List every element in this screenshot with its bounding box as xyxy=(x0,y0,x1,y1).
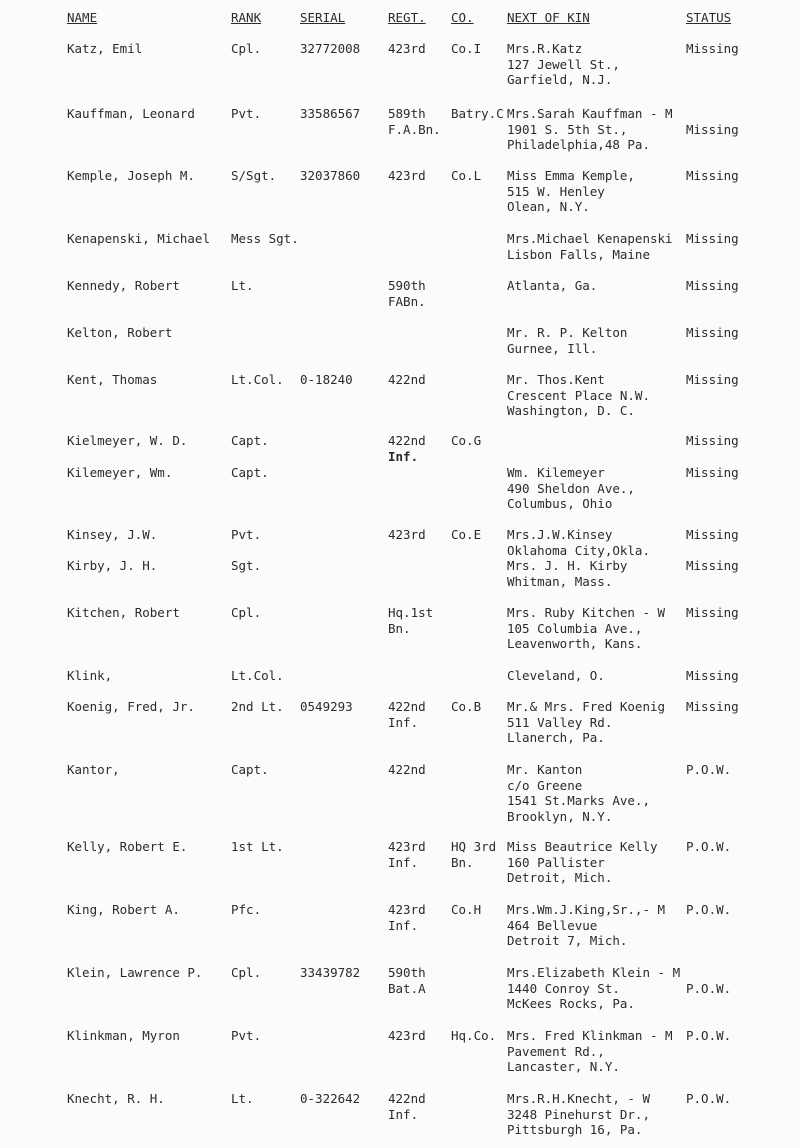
soldier-name: Kantor, xyxy=(67,762,120,777)
soldier-rank: 2nd Lt. xyxy=(231,699,284,714)
next-of-kin xyxy=(507,106,673,153)
status-value-line: Missing xyxy=(686,605,739,620)
next-of-kin-line: Brooklyn, N.Y. xyxy=(507,808,613,824)
status-value-line: Missing xyxy=(686,121,739,137)
next-of-kin-line: Detroit, Mich. xyxy=(507,870,613,885)
soldier-company-line: Co.I xyxy=(451,41,482,56)
next-of-kin-line: Mr. Kanton xyxy=(507,762,583,777)
next-of-kin-line: Mr. R. P. Kelton xyxy=(507,325,628,340)
soldier-regiment xyxy=(388,168,426,184)
soldier-regiment-line: 589th xyxy=(388,106,426,121)
status-value-line: Missing xyxy=(686,41,739,56)
next-of-kin-line: 1541 St.Marks Ave., xyxy=(507,793,650,808)
next-of-kin xyxy=(507,839,658,886)
next-of-kin-line: 105 Columbia Ave., xyxy=(507,620,643,636)
next-of-kin-line: Leavenworth, Kans. xyxy=(507,636,643,651)
soldier-regiment xyxy=(388,1091,426,1122)
soldier-company xyxy=(451,106,504,122)
soldier-regiment xyxy=(388,699,426,730)
next-of-kin-line: Atlanta, Ga. xyxy=(507,278,598,293)
soldier-regiment xyxy=(388,605,433,636)
next-of-kin-line: 511 Valley Rd. xyxy=(507,714,613,730)
next-of-kin xyxy=(507,965,680,1012)
soldier-regiment xyxy=(388,106,441,137)
status-value xyxy=(686,699,739,715)
status-value-line xyxy=(686,965,731,981)
next-of-kin-line: 160 Pallister xyxy=(507,854,605,870)
next-of-kin-line: Mrs.Wm.J.King,Sr.,- M xyxy=(507,902,666,917)
status-value-line xyxy=(686,106,739,122)
soldier-regiment xyxy=(388,902,426,933)
header-status: STATUS xyxy=(686,10,732,25)
soldier-rank: Lt.Col. xyxy=(231,668,284,683)
soldier-regiment xyxy=(388,278,426,309)
soldier-name: Knecht, R. H. xyxy=(67,1091,165,1106)
soldier-regiment-line: 423rd xyxy=(388,902,426,917)
soldier-regiment-line: FABn. xyxy=(388,293,426,309)
next-of-kin-line: Columbus, Ohio xyxy=(507,496,613,511)
next-of-kin-line: Lancaster, N.Y. xyxy=(507,1059,620,1074)
next-of-kin-line: Mrs.Elizabeth Klein - M xyxy=(507,965,681,980)
next-of-kin-line: Wm. Kilemeyer xyxy=(507,465,605,480)
next-of-kin-line: 1440 Conroy St. xyxy=(507,980,620,996)
soldier-serial: 32037860 xyxy=(300,168,361,183)
soldier-company xyxy=(451,527,481,543)
next-of-kin-line: Mrs.R.H.Knecht, - W xyxy=(507,1091,650,1106)
status-value xyxy=(686,41,739,57)
soldier-regiment-line: Hq.1st xyxy=(388,605,434,620)
soldier-name: Klein, Lawrence P. xyxy=(67,965,203,980)
status-value-line: Missing xyxy=(686,168,739,183)
soldier-name: Kenapenski, Michael xyxy=(67,231,210,246)
next-of-kin xyxy=(507,668,605,684)
soldier-name: Kemple, Joseph M. xyxy=(67,168,195,183)
status-value-line: Missing xyxy=(686,668,739,683)
status-value xyxy=(686,1028,731,1044)
soldier-regiment-line: 423rd xyxy=(388,1028,426,1043)
next-of-kin xyxy=(507,168,635,215)
next-of-kin-line: Mrs. J. H. Kirby xyxy=(507,558,628,573)
header-next-of-kin: NEXT OF KIN xyxy=(507,10,590,25)
next-of-kin xyxy=(507,699,665,746)
status-value xyxy=(686,465,739,481)
next-of-kin-line: Detroit 7, Mich. xyxy=(507,933,628,948)
next-of-kin xyxy=(507,1028,673,1075)
soldier-regiment xyxy=(388,527,426,543)
status-value-line: Missing xyxy=(686,231,739,246)
soldier-rank: 1st Lt. xyxy=(231,839,284,854)
status-value-line: P.O.W. xyxy=(686,762,732,777)
soldier-name: King, Robert A. xyxy=(67,902,180,917)
next-of-kin-line: Miss Emma Kemple, xyxy=(507,168,635,183)
soldier-company-line: Co.E xyxy=(451,527,482,542)
next-of-kin xyxy=(507,372,650,419)
soldier-rank: Pvt. xyxy=(231,106,262,121)
soldier-company-line: Bn. xyxy=(451,854,474,870)
status-value xyxy=(686,325,739,341)
status-value-line: P.O.W. xyxy=(686,1028,732,1043)
next-of-kin-line: Lisbon Falls, Maine xyxy=(507,246,650,262)
soldier-rank: S/Sgt. xyxy=(231,168,277,183)
next-of-kin-line: Mrs.Sarah Kauffman - M xyxy=(507,106,673,121)
soldier-name: Kauffman, Leonard xyxy=(67,106,195,121)
status-value xyxy=(686,168,739,184)
status-value-line: Missing xyxy=(686,558,739,573)
status-value-line: P.O.W. xyxy=(686,902,732,917)
soldier-name: Kelly, Robert E. xyxy=(67,839,188,854)
soldier-regiment xyxy=(388,433,426,464)
soldier-regiment xyxy=(388,965,426,996)
soldier-rank: Pfc. xyxy=(231,902,262,917)
status-value xyxy=(686,106,739,137)
soldier-company-line: Batry.C xyxy=(451,106,504,121)
next-of-kin xyxy=(507,465,635,512)
status-value xyxy=(686,605,739,621)
status-value-line: Missing xyxy=(686,325,739,340)
soldier-rank: Capt. xyxy=(231,433,269,448)
next-of-kin-line: Mrs.Michael Kenapenski xyxy=(507,231,673,246)
soldier-regiment-line: 423rd xyxy=(388,168,426,183)
soldier-regiment-line: F.A.Bn. xyxy=(388,121,441,137)
soldier-regiment-line: 423rd xyxy=(388,527,426,542)
next-of-kin-line: Cleveland, O. xyxy=(507,668,605,683)
status-value-line: Missing xyxy=(686,699,739,714)
soldier-company-line: Co.G xyxy=(451,433,482,448)
soldier-regiment-line: 422nd xyxy=(388,433,426,448)
soldier-regiment xyxy=(388,41,426,57)
soldier-regiment xyxy=(388,762,426,778)
soldier-company-line: Co.L xyxy=(451,168,482,183)
status-value-line: P.O.W. xyxy=(686,980,732,996)
next-of-kin xyxy=(507,558,627,589)
status-value xyxy=(686,433,739,449)
next-of-kin-line: 127 Jewell St., xyxy=(507,56,620,72)
soldier-name: Klink, xyxy=(67,668,113,683)
soldier-rank: Cpl. xyxy=(231,605,262,620)
next-of-kin-line: 1901 S. 5th St., xyxy=(507,121,628,137)
soldier-name: Kinsey, J.W. xyxy=(67,527,158,542)
soldier-company xyxy=(451,699,481,715)
status-value xyxy=(686,762,731,778)
status-value-line: Missing xyxy=(686,278,739,293)
next-of-kin-line: Pittsburgh 16, Pa. xyxy=(507,1122,643,1137)
soldier-name: Katz, Emil xyxy=(67,41,143,56)
status-value-line: P.O.W. xyxy=(686,1091,732,1106)
soldier-serial: 0-18240 xyxy=(300,372,353,387)
soldier-company xyxy=(451,1028,496,1044)
next-of-kin-line: Whitman, Mass. xyxy=(507,573,613,589)
soldier-name: Kelton, Robert xyxy=(67,325,173,340)
status-value xyxy=(686,278,739,294)
next-of-kin-line: Mr.& Mrs. Fred Koenig xyxy=(507,699,666,714)
soldier-regiment-line: 422nd xyxy=(388,372,426,387)
soldier-regiment-line: Bat.A xyxy=(388,980,426,996)
next-of-kin xyxy=(507,41,620,88)
soldier-name: Kirby, J. H. xyxy=(67,558,158,573)
status-value-line: Missing xyxy=(686,433,739,448)
soldier-company xyxy=(451,839,496,870)
soldier-regiment-line: 590th xyxy=(388,965,426,980)
next-of-kin xyxy=(507,762,650,824)
header-regt: REGT. xyxy=(388,10,426,25)
next-of-kin-line: c/o Greene xyxy=(507,777,583,793)
soldier-name: Klinkman, Myron xyxy=(67,1028,180,1043)
soldier-serial: 32772008 xyxy=(300,41,361,56)
next-of-kin-line: Oklahoma City,Okla. xyxy=(507,542,650,558)
soldier-company xyxy=(451,168,481,184)
soldier-company xyxy=(451,902,481,918)
soldier-rank: Cpl. xyxy=(231,965,262,980)
next-of-kin-line: 3248 Pinehurst Dr., xyxy=(507,1106,650,1122)
next-of-kin-line: Philadelphia,48 Pa. xyxy=(507,137,650,152)
next-of-kin xyxy=(507,325,627,356)
soldier-serial: 0-322642 xyxy=(300,1091,361,1106)
next-of-kin-line: Gurnee, Ill. xyxy=(507,340,598,356)
next-of-kin xyxy=(507,605,665,652)
next-of-kin-line: Washington, D. C. xyxy=(507,403,635,418)
soldier-name: Kilemeyer, Wm. xyxy=(67,465,173,480)
status-value xyxy=(686,558,739,574)
next-of-kin-line: Miss Beautrice Kelly xyxy=(507,839,658,854)
status-value-line: Missing xyxy=(686,372,739,387)
soldier-regiment-line: 423rd xyxy=(388,839,426,854)
soldier-regiment-line: Inf. xyxy=(388,1106,419,1122)
soldier-regiment-line: 423rd xyxy=(388,41,426,56)
header-name: NAME xyxy=(67,10,98,25)
next-of-kin-line: Mrs.J.W.Kinsey xyxy=(507,527,613,542)
soldier-regiment-line: Inf. xyxy=(388,448,419,464)
soldier-regiment xyxy=(388,1028,426,1044)
soldier-company-line: HQ 3rd xyxy=(451,839,497,854)
soldier-regiment-line: 422nd xyxy=(388,762,426,777)
next-of-kin-line: Garfield, N.J. xyxy=(507,72,613,87)
status-value xyxy=(686,231,739,247)
soldier-name: Kent, Thomas xyxy=(67,372,158,387)
soldier-rank: Capt. xyxy=(231,762,269,777)
next-of-kin-line: 490 Sheldon Ave., xyxy=(507,480,635,496)
status-value-line: Missing xyxy=(686,465,739,480)
status-value-line: Missing xyxy=(686,527,739,542)
next-of-kin xyxy=(507,231,673,262)
soldier-rank: Sgt. xyxy=(231,558,262,573)
soldier-rank: Capt. xyxy=(231,465,269,480)
soldier-regiment-line: Bn. xyxy=(388,620,411,636)
soldier-rank: Lt. xyxy=(231,278,254,293)
status-value-line: P.O.W. xyxy=(686,839,732,854)
next-of-kin-line: Mrs. Fred Klinkman - M xyxy=(507,1028,673,1043)
status-value xyxy=(686,839,731,855)
status-value xyxy=(686,527,739,543)
next-of-kin-line: 515 W. Henley xyxy=(507,183,605,199)
next-of-kin xyxy=(507,902,665,949)
soldier-regiment xyxy=(388,839,426,870)
soldier-name: Kennedy, Robert xyxy=(67,278,180,293)
soldier-rank: Mess Sgt. xyxy=(231,231,299,246)
next-of-kin xyxy=(507,278,597,294)
status-value xyxy=(686,668,739,684)
next-of-kin-line: McKees Rocks, Pa. xyxy=(507,996,635,1011)
soldier-serial: 33586567 xyxy=(300,106,361,121)
header-co: CO. xyxy=(451,10,474,25)
next-of-kin-line: Mrs.R.Katz xyxy=(507,41,583,56)
soldier-regiment-line: 422nd xyxy=(388,1091,426,1106)
soldier-company-line: Co.H xyxy=(451,902,482,917)
soldier-regiment-line: Inf. xyxy=(388,917,419,933)
soldier-rank: Pvt. xyxy=(231,527,262,542)
soldier-serial: 0549293 xyxy=(300,699,353,714)
next-of-kin xyxy=(507,527,650,558)
soldier-name: Kitchen, Robert xyxy=(67,605,180,620)
soldier-regiment-line: Inf. xyxy=(388,714,419,730)
next-of-kin-line: Llanerch, Pa. xyxy=(507,730,605,745)
soldier-rank: Lt. xyxy=(231,1091,254,1106)
next-of-kin xyxy=(507,1091,650,1138)
soldier-name: Kielmeyer, W. D. xyxy=(67,433,188,448)
soldier-regiment-line: 422nd xyxy=(388,699,426,714)
soldier-rank: Lt.Col. xyxy=(231,372,284,387)
next-of-kin-line: 464 Bellevue xyxy=(507,917,598,933)
soldier-rank: Pvt. xyxy=(231,1028,262,1043)
soldier-company xyxy=(451,41,481,57)
status-value xyxy=(686,1091,731,1107)
header-serial: SERIAL xyxy=(300,10,346,25)
status-value xyxy=(686,902,731,918)
soldier-name: Koenig, Fred, Jr. xyxy=(67,699,195,714)
soldier-serial: 33439782 xyxy=(300,965,361,980)
next-of-kin-line: Crescent Place N.W. xyxy=(507,387,650,403)
header-rank: RANK xyxy=(231,10,262,25)
soldier-company-line: Hq.Co. xyxy=(451,1028,497,1043)
soldier-rank: Cpl. xyxy=(231,41,262,56)
next-of-kin-line: Mr. Thos.Kent xyxy=(507,372,605,387)
soldier-regiment-line: 590th xyxy=(388,278,426,293)
next-of-kin-line: Pavement Rd., xyxy=(507,1043,605,1059)
next-of-kin-line: Mrs. Ruby Kitchen - W xyxy=(507,605,666,620)
status-value xyxy=(686,965,731,996)
next-of-kin-line: Olean, N.Y. xyxy=(507,199,590,214)
soldier-company-line: Co.B xyxy=(451,699,482,714)
soldier-regiment-line: Inf. xyxy=(388,854,419,870)
soldier-regiment xyxy=(388,372,426,388)
status-value xyxy=(686,372,739,388)
soldier-company xyxy=(451,433,481,449)
